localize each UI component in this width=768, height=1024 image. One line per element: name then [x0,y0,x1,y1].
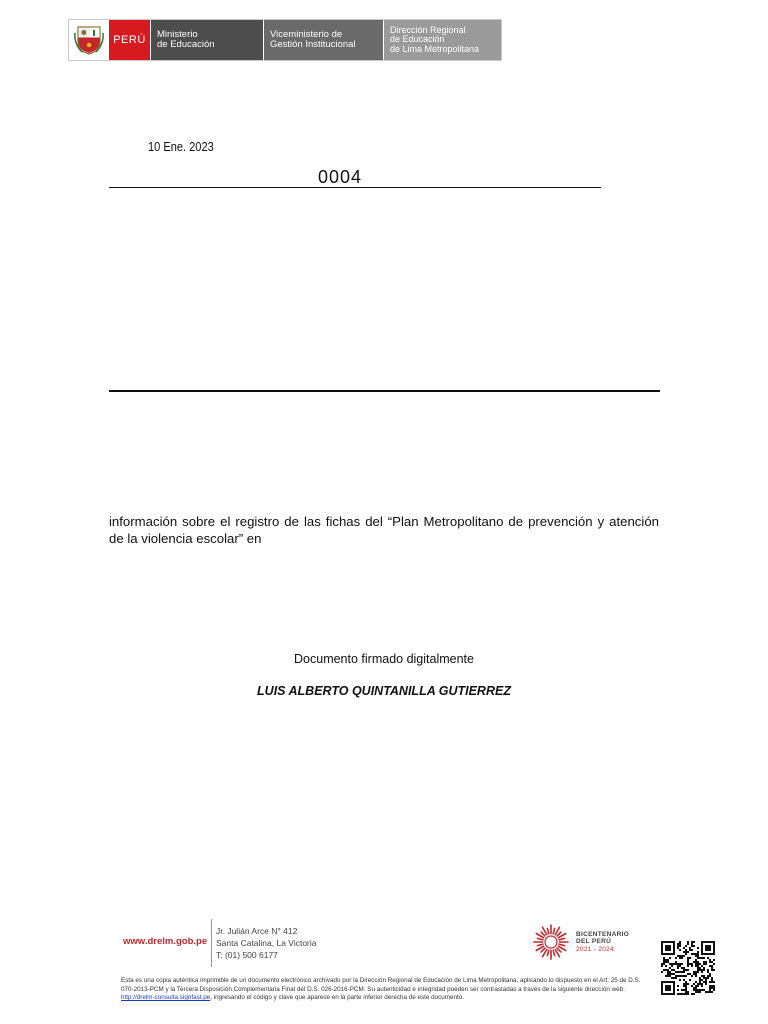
bicentenario-sun-icon [532,923,570,961]
document-number: 0004 [318,167,363,187]
reference-rule [109,390,660,392]
ministry-label: Ministerio de Educación [150,20,263,60]
document-date: 10 Ene. 2023 [148,139,214,154]
regional-direction-label: Dirección Regional de Educación de Lima Metropolitana [383,20,501,60]
footer-divider [211,919,212,967]
body-paragraph: información sobre el registro de las fichas del “Plan Metropolitano de prevención y atención de la violencia escolar” en [109,514,659,546]
bicentenario-logo: BICENTENARIO DEL PERÚ 2021 - 2024 [532,922,642,962]
vice-ministry-label: Viceministerio de Gestión Institucional [263,20,383,60]
coat-of-arms-icon [69,20,109,60]
institution-header [68,19,502,61]
signer-name: LUIS ALBERTO QUINTANILLA GUTIERREZ [257,684,511,698]
peru-label: PERÚ [109,20,150,60]
verification-link[interactable]: http://drelm-consulta.signfast.pe [121,994,211,1001]
address-block: Jr. Julián Arce N° 412 Santa Catalina, La Victoria T: (01) 500 6177 [216,926,317,960]
authenticity-disclaimer: Esta es una copia auténtica imprimible de un documento electrónico archivado por la Dirección Regional de Educación de Lima Metropolitana, aplicando lo dispuesto en el Art. 25 de D.S. 070-2013-PCM y la Tercera Disposición Complementaria Final del D.S. 026-2016-PCM. Su autenticidad e integridad pueden ser contrastadas a través de la siguiente dirección web: http://drelm-consulta.signfast.pe, ingresando el código y clave que aparece en la parte inferior derecha de este documento. [121,977,641,1001]
website-link[interactable]: www.drelm.gob.pe [123,936,208,947]
signature-note: Documento firmado digitalmente [294,652,474,666]
subject-rule [109,187,601,188]
qr-code-icon [661,941,715,995]
